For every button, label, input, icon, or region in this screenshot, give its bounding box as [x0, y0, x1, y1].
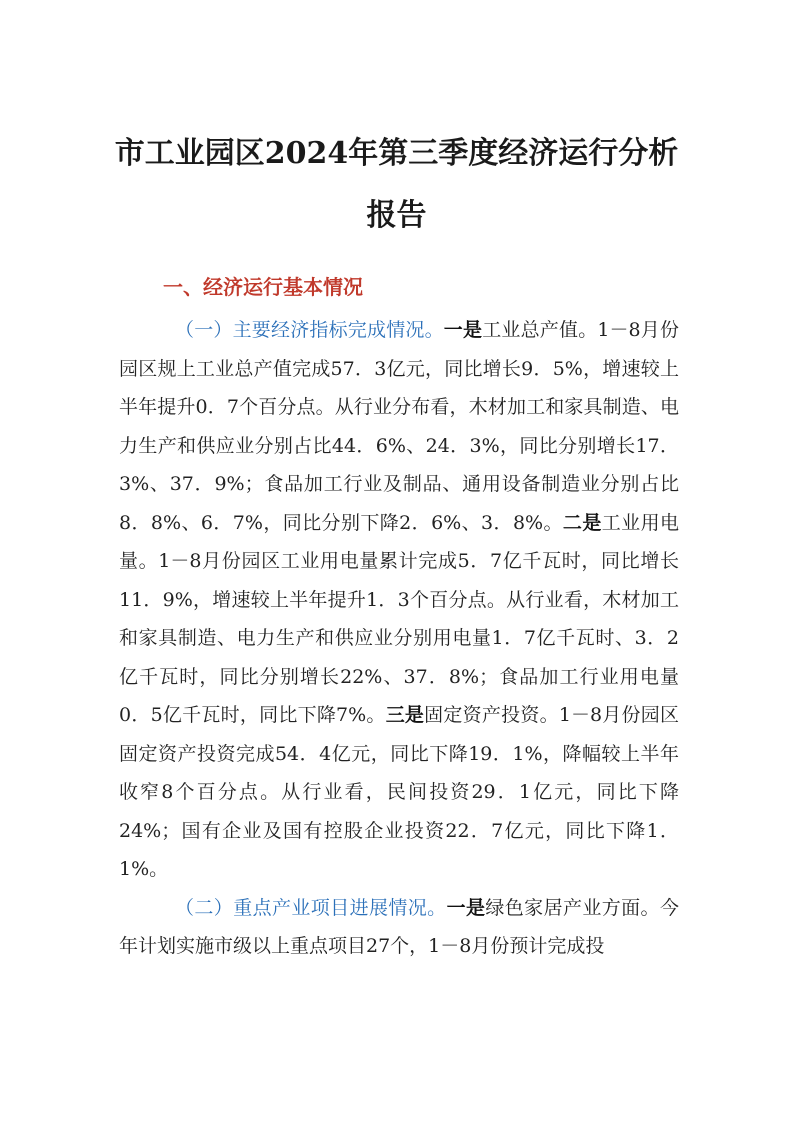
section-heading-1: 一、经济运行基本情况	[163, 275, 363, 299]
text-fixed-investment: 固定资产投资。1－8月份园区固定资产投资完成54．4亿元，同比下降19．1%，降幅较上半年收窄8个百分点。从行业看，民间投资29．1亿元，同比下降24%；国有企业及国有控股企业投资22．7亿元，同比下降1．1%。	[119, 704, 679, 880]
document-title-line2: 报告	[366, 198, 427, 233]
subheading-main-indicators: （一）主要经济指标完成情况。	[175, 319, 444, 341]
lead-third: 三是	[385, 704, 425, 726]
paragraph-main-indicators	[119, 311, 679, 889]
lead-first-projects: 一是	[446, 896, 486, 919]
text-electricity: 工业用电量。1－8月份园区工业用电量累计完成5．7亿千瓦时，同比增长11．9%，增速较上半年提升1．3个百分点。从行业看，木材加工和家具制造、电力生产和供应业分别用电量1．7亿千瓦时、3．2亿千瓦时，同比分别增长22%、37．8%；食品加工行业用电量0．5亿千瓦时，同比下降7%。	[119, 511, 679, 726]
document-title-line1: 市工业园区2024年第三季度经济运行分析	[114, 136, 679, 171]
lead-first: 一是	[443, 319, 483, 341]
text-green-home: 绿色家居产业方面。今年计划实施市级以上重点项目27个，1－8月份预计完成投	[119, 896, 679, 957]
paragraph-key-projects	[119, 889, 679, 966]
document-body	[119, 311, 679, 966]
text-industrial-output: 工业总产值。1－8月份园区规上工业总产值完成57．3亿元，同比增长9．5%，增速较上半年提升0．7个百分点。从行业分布看，木材加工和家具制造、电力生产和供应业分别占比44．6%、24．3%，同比分别增长17．3%、37．9%；食品加工行业及制品、通用设备制造业分别占比8．8%、6．7%，同比分别下降2．6%、3．8%。	[119, 319, 679, 534]
lead-second: 二是	[562, 511, 602, 534]
subheading-key-projects: （二）重点产业项目进展情况。	[175, 896, 447, 919]
